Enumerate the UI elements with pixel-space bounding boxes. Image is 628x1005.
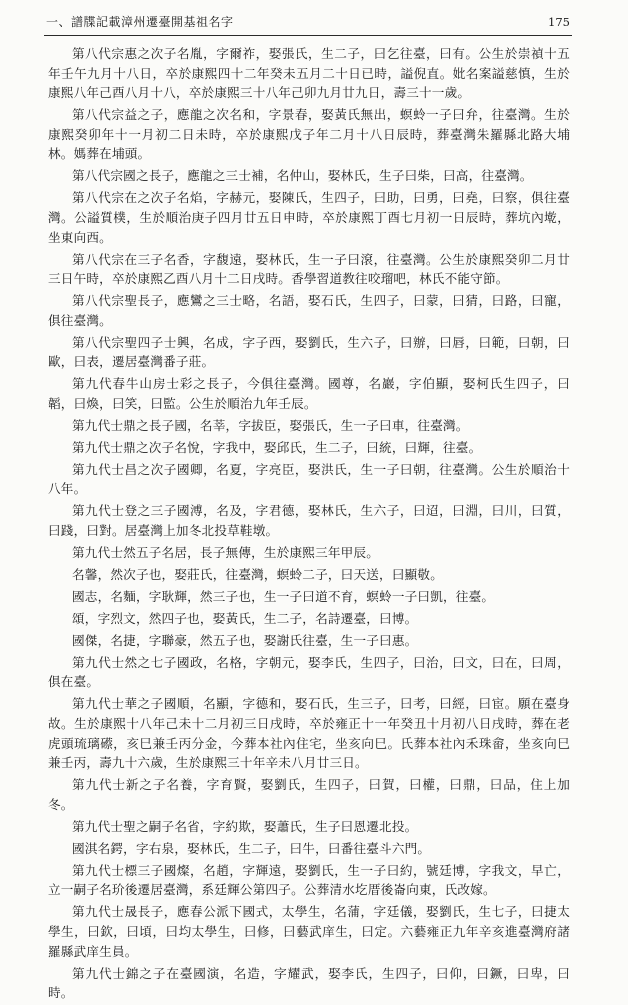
paragraph: 頌，字烈文，然四子也，娶黃氏，生二子，名詩遷臺，曰博。	[72, 610, 418, 626]
paragraph: 第九代士錦之子在臺國演，名造，字耀武，娶李氏，生四子，曰仰，曰鐝，曰卑，曰時。	[48, 965, 570, 1001]
paragraph: 第八代宗聖四子士興，名成，字子西，娶劉氏，生六子，曰辦，曰唇，曰範，曰朝，曰歐，曰表，遷居臺灣番子莊。	[48, 334, 570, 370]
page-header	[46, 12, 570, 32]
paragraph: 第九代士鼎之次子名悅，字我中，娶邱氏，生二子，曰統，曰輝，往臺。	[72, 439, 482, 455]
paragraph: 第九代士然五子名居，長子無傳，生於康熙三年甲辰。	[72, 544, 380, 560]
paragraph: 國淇名鍔，字右泉，娶林氏，生二子，曰牛，曰番往臺斗六門。	[72, 840, 431, 856]
paragraph: 第八代宗在之次子名焰，字赫元，娶陳氏，生四子，曰助，曰勇，曰堯，曰察，俱往臺灣。公謚質樸，生於順治庚子四月廿五日申時，卒於康熙丁酉七月初一日辰時，葬坑內墘，坐東向西。	[48, 190, 570, 245]
paragraph: 第九代士華之子國順，名顯，字德和，娶石氏，生三子，曰考，曰經，曰宦。願在臺身故。生於康熙十八年己未十二月初三日戌時，卒於雍正十一年癸丑十月初八日戌時，葬在老虎頭琉璃礤，亥巳兼壬丙分金，今葬本社內住宅，坐亥向巳。氏葬本社內禾珠畲，坐亥向巳兼壬丙，壽九十六歲，生於康熙三十年辛未八月廿三日。	[48, 696, 570, 771]
paragraph: 第九代春牛山房士彩之長子，今俱往臺灣。國尊，名巖，字伯顯，娶柯氏生四子，曰韜，曰煥，曰笑，曰監。公生於順治九年壬辰。	[48, 376, 570, 411]
paragraph: 第九代士昌之次子國卿，名夏，字亮臣，娶洪氏，生一子曰朝，往臺灣。公生於順治十八年。	[48, 461, 570, 497]
body-text	[48, 44, 570, 1005]
page-number: 175	[548, 15, 570, 29]
paragraph: 第八代宗惠之次子名胤，字爾祚，娶張氏，生二子，曰乞往臺，曰有。公生於崇禎十五年壬午九月十八日，卒於康熙四十二年癸未五月二十日已時，謚倪直。妣名案謚慈慎，生於康熙八年己酉八月十八，卒於康熙三十八年己卯九月廿九日，壽三十一歲。	[48, 46, 570, 101]
paragraph: 第九代士鼎之長子國，名莘，字拔臣，娶張氏，生一子曰車，往臺灣。	[72, 417, 469, 433]
paragraph: 第九代士登之三子國溥，名及，字君德，娶林氏，生六子，曰迢，曰淵，曰川，曰質，曰踐，曰對。居臺灣上加冬北投草鞋墩。	[48, 503, 570, 538]
paragraph: 第八代宗國之長子，應龍之三士補，名仲山，娶林氏，生子曰柴，曰高，往臺灣。	[72, 168, 533, 184]
paragraph: 名馨，然次子也，娶莊氏，往臺灣，螟蛉二子，曰天送，曰顯敬。	[72, 566, 444, 582]
header-rule	[44, 35, 572, 36]
paragraph: 第八代宗聖長子，應鸞之三士略，名語，娶石氏，生四子，曰蒙，曰猜，曰路，曰寵，俱往臺灣。	[48, 293, 570, 328]
paragraph: 國志，名麵，字耿輝，然三子也，生一子曰道不育，螟蛉一子曰凱，往臺。	[72, 588, 495, 604]
paragraph: 第九代士聖之嗣子名省，字約欺，娶蕭氏，生子曰恩遷北投。	[72, 818, 418, 834]
paragraph: 國傑，名捷，字聯豪，然五子也，娶謝氏往臺，生一子曰惠。	[72, 632, 418, 648]
paragraph: 第八代宗在三子名香，字馥遠，娶林氏，生一子曰滾，往臺灣。公生於康熙癸卯二月廿三日午時，卒於康熙乙酉八月十二日戌時。香學習道教往咬瑠吧，林氏不能守節。	[48, 251, 570, 287]
section-title: 一、譜牒記載漳州遷臺開基祖名字	[46, 15, 234, 29]
paragraph: 第九代士新之子名養，字育賢，娶劉氏，生四子，曰賀，曰權，曰鼎，曰品，住上加冬。	[48, 777, 570, 812]
paragraph: 第九代士然之七子國政，名格，字朝元，娶李氏，生四子，曰治，曰文，曰在，曰周，俱在臺。	[48, 654, 570, 690]
paragraph: 第九代士標三子國燦，名趙，字輝遠，娶劉氏，生一子曰約，號廷博，字我文，早亡，立一嗣子名玠後遷居臺灣，系廷輝公第四子。公葬清水圪厝後崙向東，氏改嫁。	[48, 862, 570, 898]
paragraph: 第九代士晟長子，應春公派下國式，太學生，名蒲，字廷儀，娶劉氏，生七子，曰捷太學生，曰欽，曰頃，曰均太學生，曰修，曰藝武庠生，曰定。六藝雍正九年辛亥進臺灣府諸羅縣武庠生員。	[48, 904, 570, 959]
paragraph: 第八代宗益之子，應龍之次名和，字景春，娶黃氏無出，螟蛉一子曰弁，往臺灣。生於康熙癸卯年十一月初二日未時，卒於康熙戊子年二月十八日辰時，葬臺灣朱羅縣北路大埔林。媽葬在埔頭。	[48, 107, 570, 162]
